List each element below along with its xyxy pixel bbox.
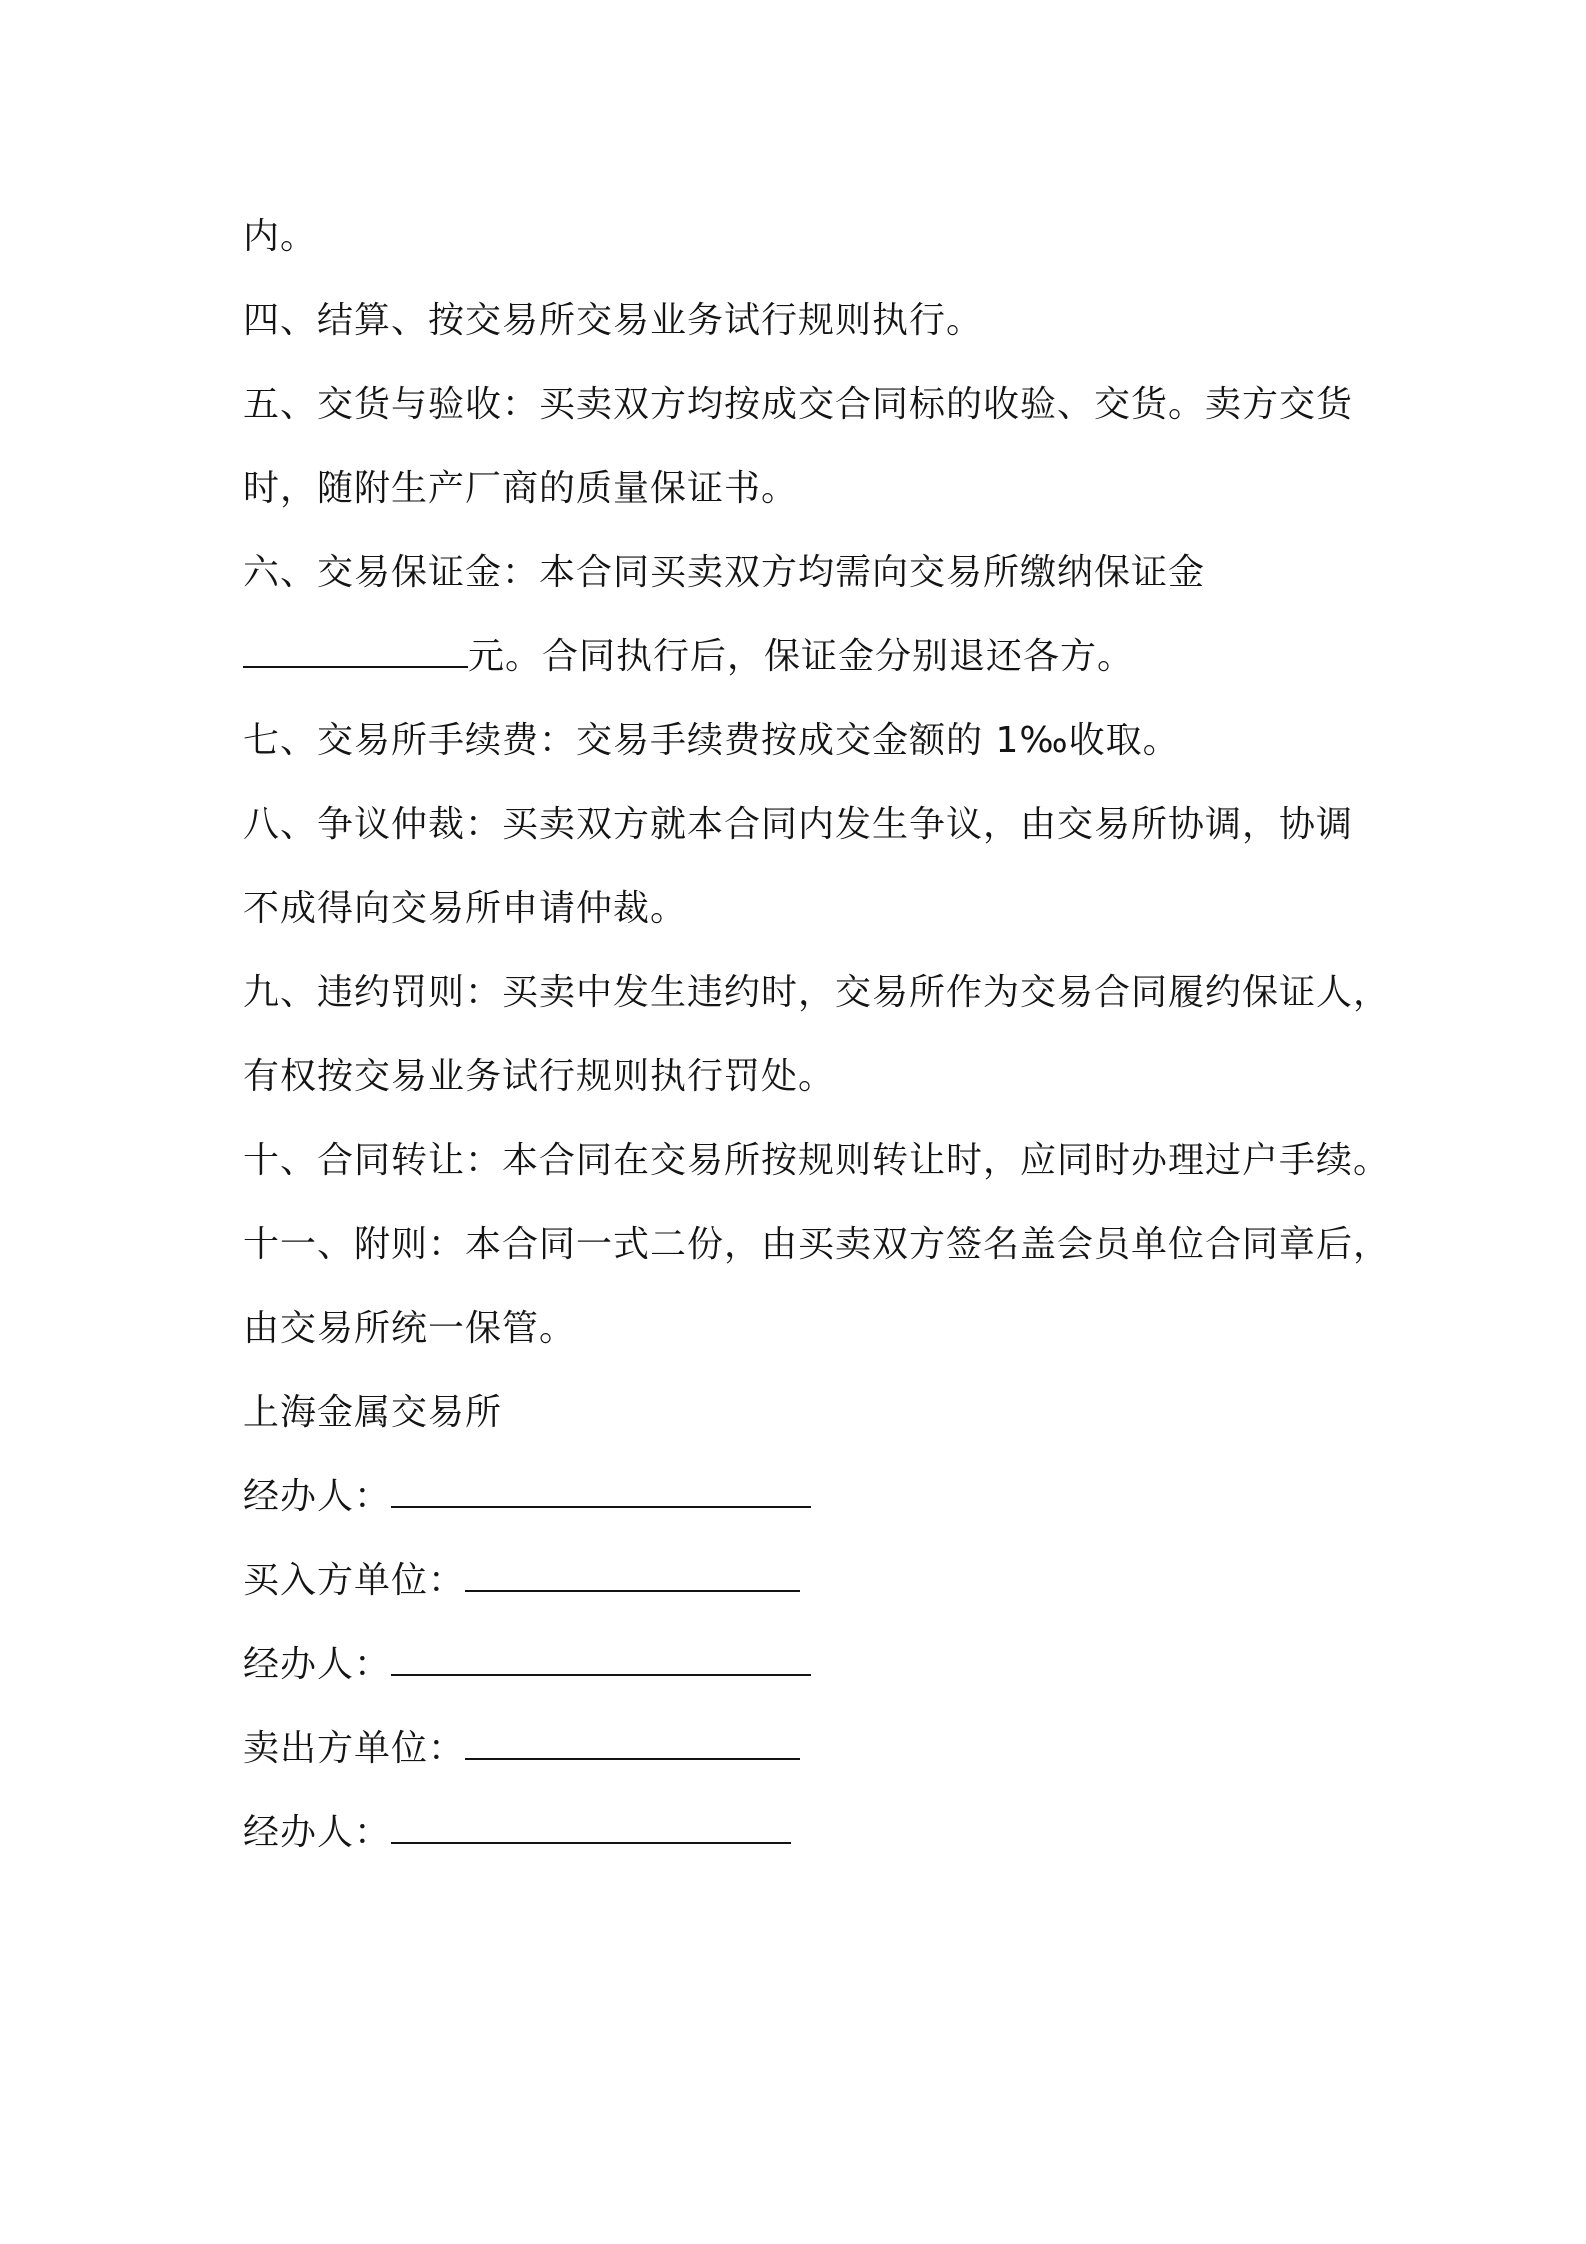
signature-row-agent-seller: [243, 1791, 1363, 1875]
clause-fee: 七、交易所手续费：交易手续费按成交金额的 1‰收取。: [243, 720, 1180, 761]
agent-label: 经办人：: [243, 1476, 392, 1517]
agent-label: 经办人：: [243, 1812, 392, 1853]
agent-seller-blank[interactable]: [391, 1804, 791, 1844]
seller-unit-label: 卖出方单位：: [243, 1728, 466, 1769]
clause-supplementary-cont: 由交易所统一保管。: [243, 1308, 577, 1349]
signature-row-agent-buyer: [243, 1623, 1363, 1707]
agent-label: 经办人：: [243, 1644, 392, 1685]
clause-arbitration-cont: 不成得向交易所申请仲裁。: [243, 888, 688, 929]
buyer-unit-label: 买入方单位：: [243, 1560, 466, 1601]
exchange-name: 上海金属交易所: [243, 1392, 503, 1433]
contract-page: [243, 195, 1391, 1875]
clause-transfer: 十、合同转让：本合同在交易所按规则转让时，应同时办理过户手续。: [243, 1140, 1391, 1181]
signature-row-agent-exchange: [243, 1455, 1363, 1539]
seller-unit-blank[interactable]: [465, 1720, 800, 1760]
clause-delivery: 五、交货与验收：买卖双方均按成交合同标的收验、交货。卖方交货: [243, 384, 1354, 425]
text-line: 内。: [243, 216, 318, 257]
clause-deposit-cont: [243, 615, 1363, 699]
deposit-text: 元。合同执行后，保证金分别退还各方。: [468, 636, 1135, 677]
clause-settlement: 四、结算、按交易所交易业务试行规则执行。: [243, 300, 984, 341]
clause-supplementary: 十一、附则：本合同一式二份，由买卖双方签名盖会员单位合同章后，: [243, 1224, 1391, 1265]
clause-deposit: 六、交易保证金：本合同买卖双方均需向交易所缴纳保证金: [243, 552, 1206, 593]
deposit-amount-blank[interactable]: [243, 628, 468, 668]
signature-row-seller-unit: [243, 1707, 1363, 1791]
clause-delivery-cont: 时，随附生产厂商的质量保证书。: [243, 468, 799, 509]
buyer-unit-blank[interactable]: [465, 1552, 800, 1592]
agent-exchange-blank[interactable]: [391, 1468, 811, 1508]
signature-row-buyer-unit: [243, 1539, 1363, 1623]
clause-arbitration: 八、争议仲裁：买卖双方就本合同内发生争议，由交易所协调，协调: [243, 804, 1354, 845]
clause-penalty: 九、违约罚则：买卖中发生违约时，交易所作为交易合同履约保证人，: [243, 972, 1391, 1013]
agent-buyer-blank[interactable]: [391, 1636, 811, 1676]
clause-penalty-cont: 有权按交易业务试行规则执行罚处。: [243, 1056, 836, 1097]
